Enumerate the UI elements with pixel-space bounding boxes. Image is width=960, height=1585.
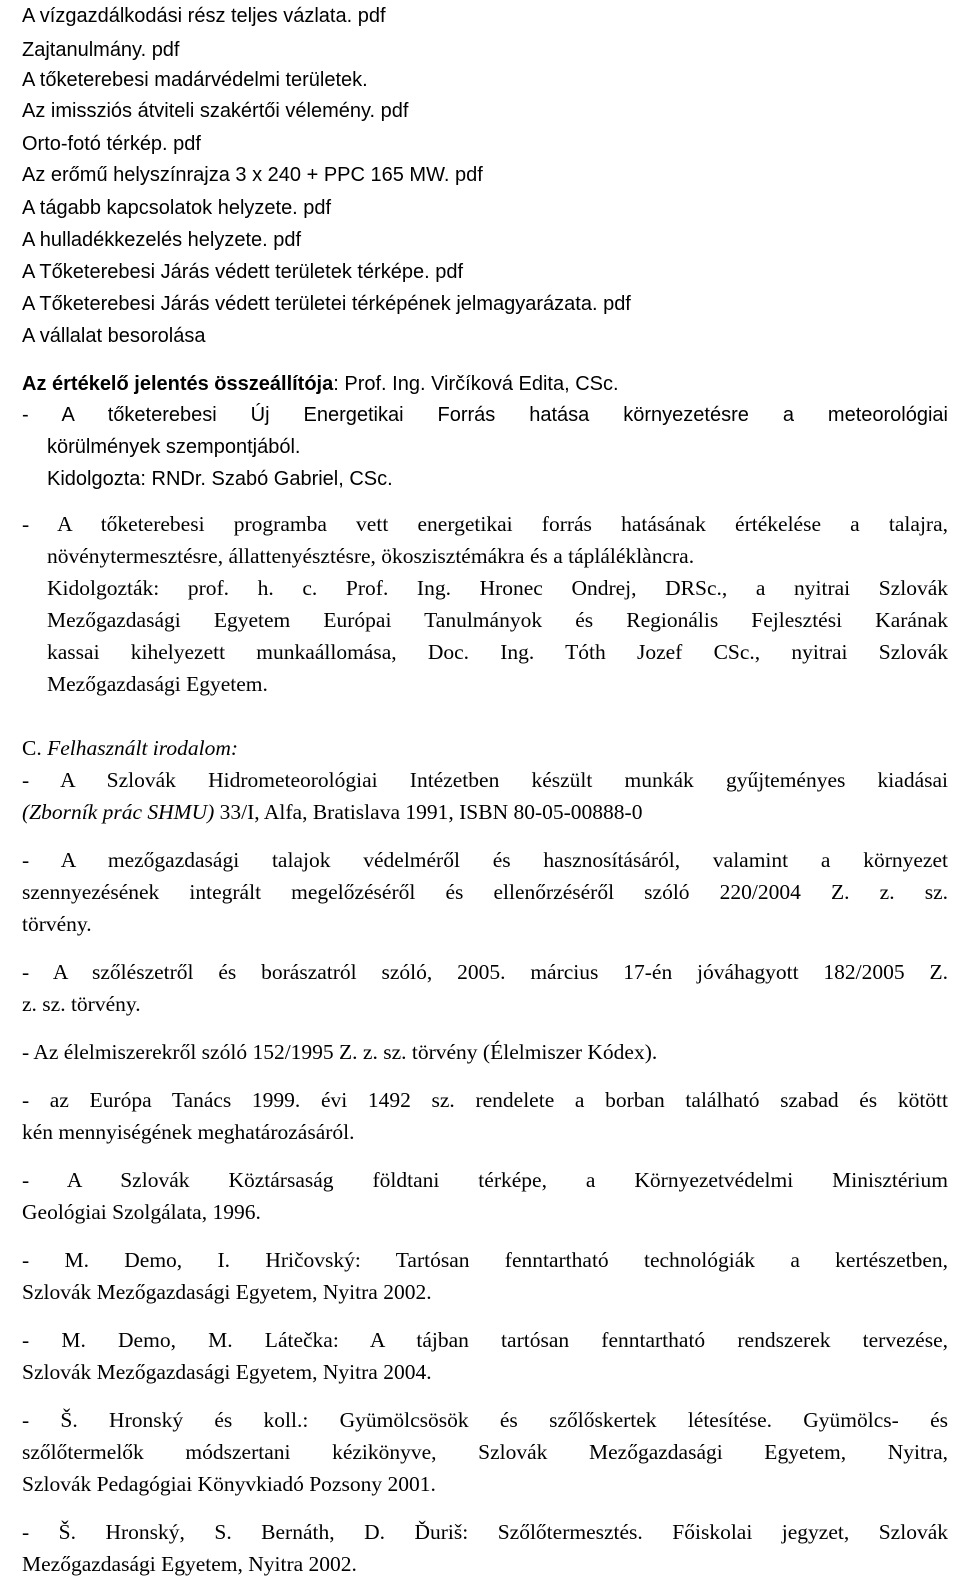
file-list-item: Az erőmű helyszínrajza 3 x 240 + PPC 165 MW. pdf — [22, 164, 483, 186]
reference-line: - M. Demo, M. Látečka: A tájban tartósan fenntartható rendszerek tervezése, — [22, 1328, 948, 1352]
compiler-value: : Prof. Ing. Virčíková Edita, CSc. — [333, 373, 619, 395]
file-list-item: A hulladékkezelés helyzete. pdf — [22, 229, 302, 251]
study1-author: Kidolgozta: RNDr. Szabó Gabriel, CSc. — [47, 468, 393, 490]
reference-line: - A mezőgazdasági talajok védelméről és hasznosításáról, valamint a környezet — [22, 848, 948, 872]
reference-line: - Az élelmiszerekről szóló 152/1995 Z. z. sz. törvény (Élelmiszer Kódex). — [22, 1040, 658, 1064]
study2-line: növénytermesztésre, állattenyésztésre, ökoszisztémákra és a tápláléklàncra. — [47, 544, 695, 568]
reference-line: - az Európa Tanács 1999. évi 1492 sz. rendelete a borban található szabad és kötött — [22, 1088, 948, 1112]
file-list-item: A tőketerebesi madárvédelmi területek. — [22, 69, 368, 91]
reference-line: - M. Demo, I. Hričovský: Tartósan fenntartható technológiák a kertészetben, — [22, 1248, 948, 1272]
reference-line: - Š. Hronský és koll.: Gyümölcsösök és szőlőskertek létesítése. Gyümölcs- és — [22, 1408, 948, 1432]
study2-line: Mezőgazdasági Egyetem. — [47, 672, 268, 696]
reference-line: - Š. Hronský, S. Bernáth, D. Ďuriš: Szőlőtermesztés. Főiskolai jegyzet, Szlovák — [22, 1520, 948, 1544]
file-list-item: A vállalat besorolása — [22, 325, 206, 347]
reference-line: Szlovák Mezőgazdasági Egyetem, Nyitra 2004. — [22, 1360, 432, 1384]
study2-line: kassai kihelyezett munkaállomása, Doc. Ing. Tóth Jozef CSc., nyitrai Szlovák — [47, 640, 948, 664]
file-list-item: Orto-fotó térkép. pdf — [22, 133, 201, 155]
study1-line: - A tőketerebesi Új Energetikai Forrás hatása környezetésre a meteorológiai — [22, 404, 948, 426]
reference-line: - A Szlovák Hidrometeorológiai Intézetben készült munkák gyűjteményes kiadásai — [22, 768, 948, 792]
reference-text: 33/I, Alfa, Bratislava 1991, ISBN 80-05-00888-0 — [214, 800, 643, 824]
file-list-item: Az imissziós átviteli szakértői vélemény. pdf — [22, 100, 409, 122]
reference-line: Geológiai Szolgálata, 1996. — [22, 1200, 261, 1224]
reference-line: Mezőgazdasági Egyetem, Nyitra 2002. — [22, 1552, 357, 1576]
literature-heading-prefix: C. — [22, 736, 48, 760]
reference-line: szennyezésének integrált megelőzéséről és ellenőrzéséről szóló 220/2004 Z. z. sz. — [22, 880, 948, 904]
reference-line: szőlőtermelők módszertani kézikönyve, Szlovák Mezőgazdasági Egyetem, Nyitra, — [22, 1440, 948, 1464]
compiler-label: Az értékelő jelentés összeállítója — [22, 373, 334, 395]
study2-line: Kidolgozták: prof. h. c. Prof. Ing. Hronec Ondrej, DRSc., a nyitrai Szlovák — [47, 576, 948, 600]
compiler-line — [22, 374, 619, 394]
study2-line: - A tőketerebesi programba vett energetikai forrás hatásának értékelése a talajra, — [22, 512, 948, 536]
literature-heading — [22, 738, 238, 760]
reference-line: Szlovák Mezőgazdasági Egyetem, Nyitra 2002. — [22, 1280, 432, 1304]
reference-italic: (Zborník prác SHMU) — [22, 800, 215, 824]
reference-line: z. sz. törvény. — [22, 992, 141, 1016]
reference-line: Szlovák Pedagógiai Könyvkiadó Pozsony 2001. — [22, 1472, 436, 1496]
file-list-item: Zajtanulmány. pdf — [22, 39, 180, 61]
file-list-item: A Tőketerebesi Járás védett területek térképe. pdf — [22, 261, 463, 283]
reference-line — [22, 802, 642, 824]
file-list-item: A Tőketerebesi Járás védett területei térképének jelmagyarázata. pdf — [22, 293, 631, 315]
reference-line: - A Szlovák Köztársaság földtani térképe, a Környezetvédelmi Minisztérium — [22, 1168, 948, 1192]
reference-line: - A szőlészetről és borászatról szóló, 2005. március 17-én jóváhagyott 182/2005 Z. — [22, 960, 948, 984]
file-list-item: A vízgazdálkodási rész teljes vázlata. pdf — [22, 5, 386, 27]
literature-heading-title: Felhasznált irodalom: — [47, 736, 239, 760]
reference-line: kén mennyiségének meghatározásáról. — [22, 1120, 355, 1144]
study2-line: Mezőgazdasági Egyetem Európai Tanulmányok és Regionális Fejlesztési Karának — [47, 608, 948, 632]
file-list-item: A tágabb kapcsolatok helyzete. pdf — [22, 197, 332, 219]
reference-line: törvény. — [22, 912, 92, 936]
study1-line: körülmények szempontjából. — [47, 436, 301, 458]
